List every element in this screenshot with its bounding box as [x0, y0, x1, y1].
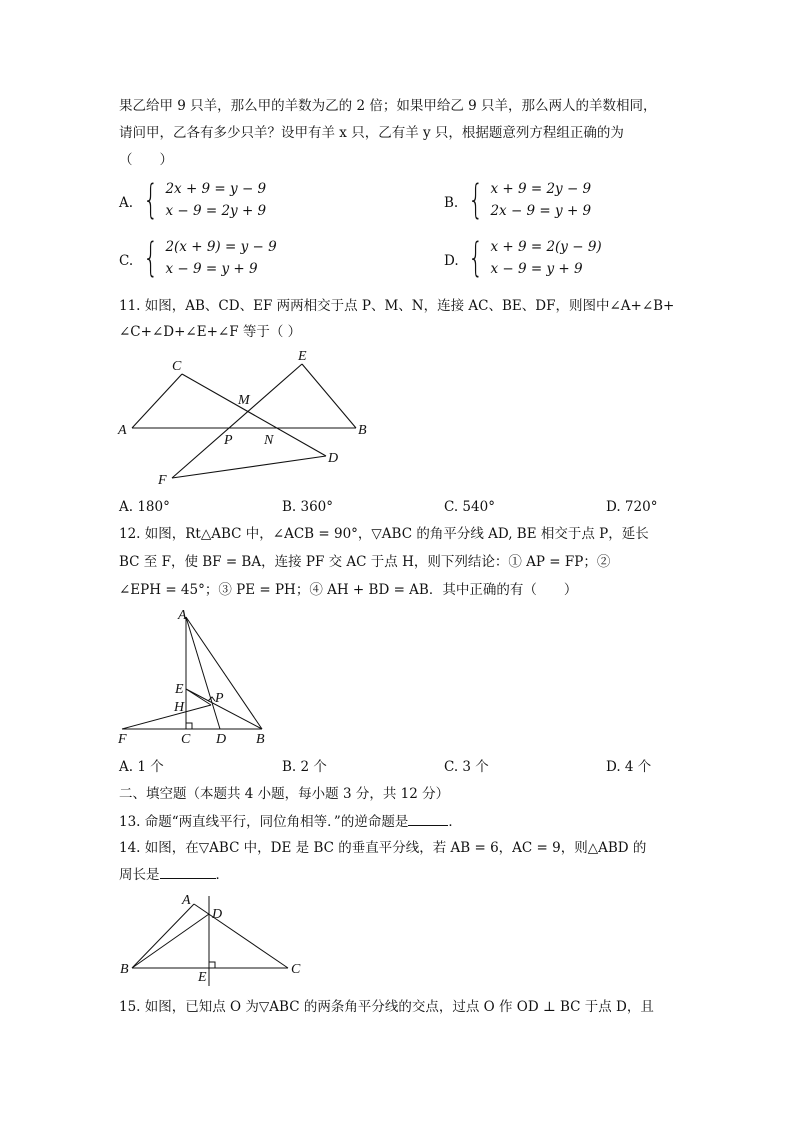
- q14-answer-blank[interactable]: [160, 864, 216, 879]
- q10-d-eq1: x + 9 = 2(y − 9): [490, 239, 602, 255]
- q12-option-d[interactable]: D. 4 个: [606, 759, 652, 775]
- label-e: E: [198, 970, 207, 985]
- label-f: F: [158, 473, 167, 488]
- label-e: E: [298, 349, 307, 364]
- segment-ac: [194, 904, 288, 968]
- q10-option-b-system: [463, 178, 591, 222]
- q10-option-b-label[interactable]: B.: [444, 195, 459, 211]
- segment-fe: [172, 364, 302, 478]
- q12-option-a[interactable]: A. 1 个: [119, 759, 164, 775]
- q12-option-c[interactable]: C. 3 个: [444, 759, 489, 775]
- q10-option-c-label[interactable]: C.: [119, 253, 134, 269]
- label-b: B: [358, 423, 367, 438]
- q14-text-line2: [119, 864, 229, 885]
- q13-text: [119, 811, 462, 832]
- segment-cd: [182, 374, 326, 456]
- section-heading: 二、填空题（本题共 4 小题，每小题 3 分，共 12 分）: [119, 786, 450, 802]
- q11-option-b[interactable]: B. 360°: [282, 499, 334, 515]
- q14-text-line1: 14. 如图，在▽ABC 中，DE 是 BC 的垂直平分线，若 AB = 6，AC = 9，则△ABD 的: [119, 840, 647, 856]
- brace-icon: {: [143, 235, 159, 281]
- segment-eb: [302, 364, 356, 428]
- label-c: C: [172, 359, 182, 374]
- q14-text-after: ．: [215, 867, 229, 883]
- label-b: B: [120, 962, 129, 977]
- q10-a-eq2: x − 9 = 2y + 9: [165, 203, 267, 219]
- label-c: C: [291, 962, 301, 977]
- q10-option-d-system: [463, 236, 602, 280]
- q11-text-line2: ∠C+∠D+∠E+∠F 等于（ ）: [119, 324, 302, 340]
- q10-b-eq1: x + 9 = 2y − 9: [490, 181, 592, 197]
- q12-text-line2: BC 至 F，使 BF = BA，连接 PF 交 AC 于点 H，则下列结论：① AP = FP；②: [119, 554, 611, 570]
- q13-text-before: 13. 命题“两直线平行，同位角相等．”的逆命题是: [119, 814, 409, 830]
- segment-fd: [172, 456, 326, 478]
- q13-text-after: ．: [448, 814, 462, 830]
- q10-option-a-label[interactable]: A.: [119, 195, 134, 211]
- label-d: D: [328, 451, 339, 466]
- q15-text-line1: 15. 如图，已知点 O 为▽ABC 的两条角平分线的交点，过点 O 作 OD ⊥ BC 于点 D，且: [119, 999, 654, 1015]
- brace-icon: {: [468, 235, 484, 281]
- segment-ab: [186, 617, 262, 729]
- segment-ac: [132, 374, 182, 428]
- q10-option-d-label[interactable]: D.: [444, 253, 459, 269]
- segment-ba: [132, 904, 194, 968]
- label-c: C: [181, 732, 191, 747]
- label-a: A: [182, 893, 191, 908]
- q13-answer-blank[interactable]: [408, 811, 448, 826]
- segment-fp: [122, 705, 211, 729]
- segment-ad: [186, 617, 220, 729]
- q10-d-eq2: x − 9 = y + 9: [490, 261, 583, 277]
- q10-text-line1: 果乙给甲 9 只羊，那么甲的羊数为乙的 2 倍；如果甲给乙 9 只羊，那么两人的羊数相同，: [119, 98, 657, 114]
- label-a: A: [178, 608, 187, 623]
- label-n: N: [264, 433, 274, 448]
- q10-option-a-system: [138, 178, 266, 222]
- q11-option-c[interactable]: C. 540°: [444, 499, 495, 515]
- segment-ep: [186, 689, 211, 705]
- q10-a-eq1: 2x + 9 = y − 9: [165, 181, 267, 197]
- q10-b-eq2: 2x − 9 = y + 9: [490, 203, 592, 219]
- q10-text-line3: （ ）: [119, 152, 173, 168]
- q11-figure: [110, 340, 380, 490]
- q14-figure: [112, 890, 312, 990]
- q11-text-line1: 11. 如图，AB、CD、EF 两两相交于点 P、M、N，连接 AC、BE、DF，则图中∠A+∠B+: [119, 298, 675, 314]
- label-a: A: [118, 423, 127, 438]
- q12-text-line1: 12. 如图，Rt△ABC 中，∠ACB = 90°，▽ABC 的角平分线 AD, BE 相交于点 P，延长: [119, 526, 649, 542]
- label-m: M: [238, 393, 250, 408]
- q10-text-line2: 请问甲，乙各有多少只羊？设甲有羊 x 只，乙有羊 y 只，根据题意列方程组正确的为: [119, 125, 624, 141]
- label-p: P: [224, 433, 233, 448]
- q10-option-c-system: [138, 236, 277, 280]
- q10-c-eq1: 2(x + 9) = y − 9: [165, 239, 277, 255]
- q11-option-a[interactable]: A. 180°: [119, 499, 170, 515]
- q10-c-eq2: x − 9 = y + 9: [165, 261, 258, 277]
- right-angle-e: [209, 962, 215, 968]
- q12-text-line3: ∠EPH = 45°；③ PE = PH；④ AH + BD = AB．其中正确的有（ ）: [119, 582, 578, 598]
- q11-option-d[interactable]: D. 720°: [606, 499, 658, 515]
- label-h: H: [174, 700, 185, 715]
- label-d: D: [212, 907, 223, 922]
- label-d: D: [216, 732, 227, 747]
- label-p: P: [215, 691, 224, 706]
- brace-icon: {: [468, 177, 484, 223]
- q14-text-before: 周长是: [119, 867, 160, 883]
- label-f: F: [118, 732, 127, 747]
- brace-icon: {: [143, 177, 159, 223]
- right-angle-c: [186, 723, 192, 729]
- label-b: B: [256, 732, 265, 747]
- label-e: E: [175, 682, 184, 697]
- segment-bd: [132, 914, 209, 968]
- q12-option-b[interactable]: B. 2 个: [282, 759, 327, 775]
- q12-figure: [110, 605, 280, 750]
